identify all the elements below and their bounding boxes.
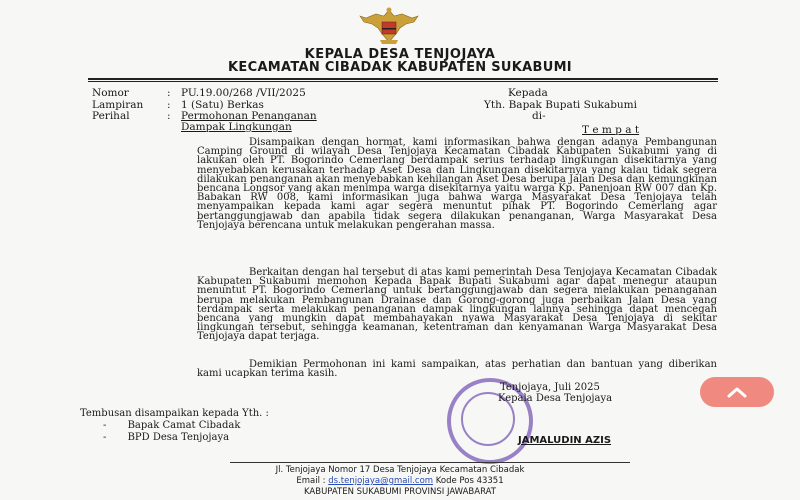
cc-item-label: Bapak Camat Cibadak (127, 420, 241, 431)
nomor-label: Nomor (92, 87, 129, 99)
cc-item-label: BPD Desa Tenjojaya (127, 432, 230, 443)
lampiran-label: Lampiran (92, 99, 144, 111)
signature-title: Kepala Desa Tenjojaya (498, 393, 613, 404)
recipient-yth: Yth. Bapak Bupati Sukabumi (484, 99, 637, 111)
footer-email-link[interactable]: ds.tenjojaya@gmail.com (328, 476, 434, 486)
letterhead-title: KEPALA DESA TENJOJAYA (304, 47, 496, 62)
cc-heading: Tembusan disampaikan kepada Yth. : (80, 408, 269, 419)
perihal-value: Permohonan Penanganan (181, 110, 317, 122)
footer-postal: Kode Pos 43351 (435, 476, 504, 486)
colon: : (167, 110, 171, 122)
body-paragraph-1: Disampaikan dengan hormat, kami informasikan bahwa dengan adanya Pembangunan Camping Ground di wilayah Desa Tenjojaya Kecamatan Cibadak Kabupaten Sukabumi yang di lakukan oleh PT. Bogorindo Cemerlang berdampak serius terhadap lingkungan disekitarnya yang menyebabkan kerusakan terhadap Aset Desa dan Lingkungan disekitarnya yang kalau tidak segera dilakukan penanganan akan menyebabkan kehilangan Aset Desa berupa Jalan Desa dan kemungkinan bencana Longsor yang akan menimpa warga disekitarnya yaitu warga Kp. Panenjoan RW 007 dan Kp. Babakan RW 008, kami informasikan juga bahwa warga Masyarakat Desa Tenjojaya telah menyampaikan kepada kami agar segera menuntut pihak PT. Bogorindo Cemerlang agar bertanggungjawab dan apabila tidak segera dilakukan penanganan, Warga Masyarakat Desa Tenjojaya berencana untuk melakukan pengerahan massa. (197, 137, 717, 231)
footer-address: Jl. Tenjojaya Nomor 17 Desa Tenjojaya Kecamatan Cibadak (275, 465, 525, 475)
recipient-kepada: Kepada (508, 87, 548, 99)
meta-nomor (92, 87, 306, 99)
nomor-value: PU.19.00/268 /VII/2025 (181, 87, 306, 99)
recipient-di: di- (532, 110, 546, 122)
perihal-value-cont: Dampak Lingkungan (181, 121, 292, 133)
body-paragraph-3: Demikian Permohonan ini kami sampaikan, atas perhatian dan bantuan yang diberikan kami ucapkan terima kasih. (197, 359, 717, 380)
perihal-label: Perihal (92, 110, 130, 122)
letterhead-rule-thin (88, 81, 718, 82)
body-paragraph-2: Berkaitan dengan hal tersebut di atas kami pemerintah Desa Tenjojaya Kecamatan Cibadak Kabupaten Sukabumi memohon Kepada Bapak Bupati Sukabumi agar dapat menegur ataupun menuntut PT. Bogorindo Cemerlang untuk bertanggungjawab dan segera melakukan penanganan berupa melakukan Pembangunan Drainase dan Gorong-gorong juga perbaikan Jalan Desa yang terdampak serta melakukan penanganan dampak lingkungan lainnya sehingga dapat mencegah bencana yang mungkin dapat membahayakan nyawa Masyarakat Desa Tenjojaya di sekitar lingkungan tersebut, sehingga keamanan, ketentraman dan kenyamanan Warga Masyarakat Desa Tenjojaya dapat terjaga. (197, 267, 717, 343)
footer-email-label: Email : (296, 476, 326, 486)
colon: : (167, 87, 171, 99)
cc-dash: - (103, 432, 107, 443)
cc-dash: - (103, 420, 107, 431)
footer-rule (230, 462, 630, 463)
footer-contact (0, 476, 800, 486)
signatory-name: JAMALUDIN AZIS (518, 435, 612, 446)
chevron-up-icon (726, 385, 748, 399)
meta-perihal-cont (181, 121, 292, 133)
lampiran-value: 1 (Satu) Berkas (181, 99, 264, 111)
letterhead-rule (88, 78, 718, 80)
letterhead-subtitle: KECAMATAN CIBADAK KABUPATEN SUKABUMI (228, 60, 572, 75)
footer-region: KABUPATEN SUKABUMI PROVINSI JAWABARAT (304, 487, 496, 497)
garuda-emblem-icon (358, 6, 420, 46)
recipient-tempat: T e m p a t (582, 124, 640, 136)
cc-item (103, 420, 240, 432)
cc-item (103, 432, 229, 444)
colon: : (167, 99, 171, 111)
scroll-to-top-button[interactable] (700, 377, 774, 407)
signature-date: Tenjojaya, Juli 2025 (500, 382, 600, 393)
